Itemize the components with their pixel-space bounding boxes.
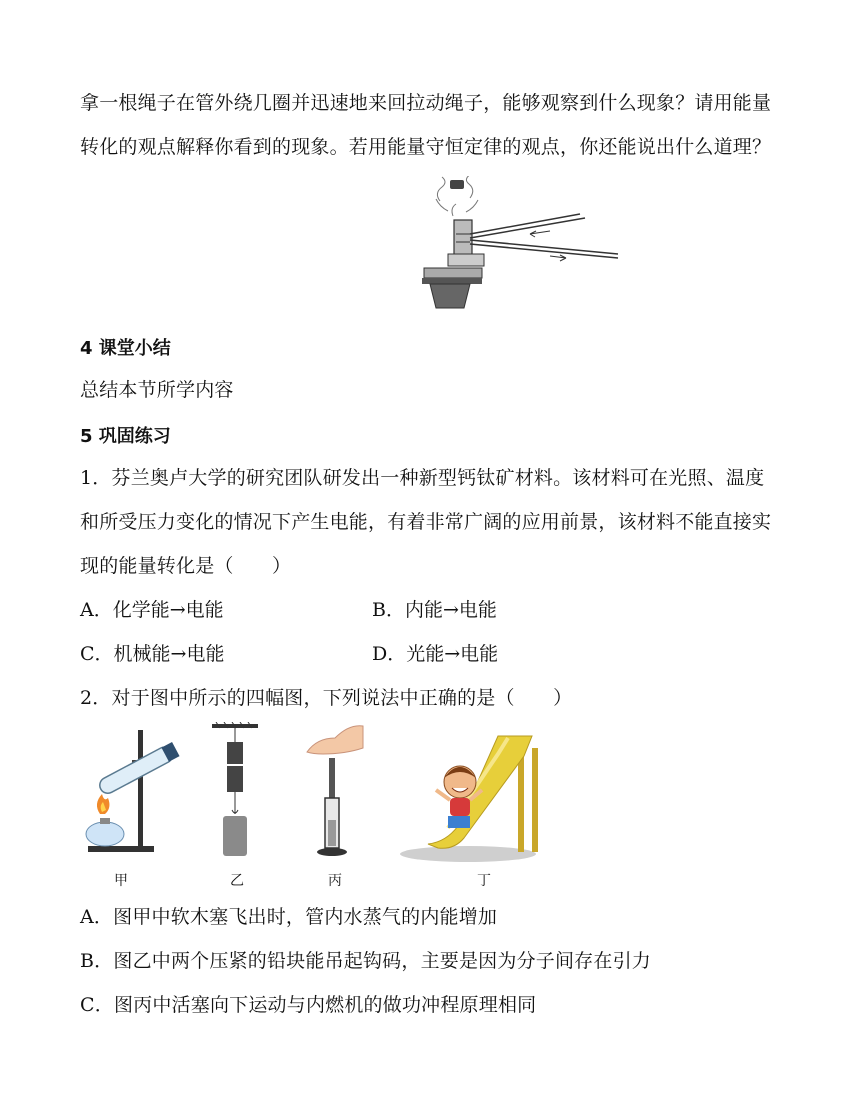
intro-line-2: 转化的观点解释你看到的现象。若用能量守恒定律的观点，你还能说出什么道理？ (80, 136, 772, 158)
q1-line-2: 和所受压力变化的情况下产生电能，有着非常广阔的应用前景，该材料不能直接实 (80, 511, 772, 533)
section5-heading: 5 巩固练习 (80, 426, 171, 447)
figure-bing-piston (303, 724, 368, 859)
section4-body: 总结本节所学内容 (80, 379, 234, 401)
q2-option-b: B．图乙中两个压紧的铅块能吊起钩码，主要是因为分子间存在引力 (80, 950, 651, 972)
q1-line-1: 1．芬兰奥卢大学的研究团队研发出一种新型钙钛矿材料。该材料可在光照、温度 (80, 467, 765, 489)
figure-jia-test-tube (80, 722, 190, 857)
q1-option-b: B．内能→电能 (372, 599, 497, 621)
q1-option-a: A．化学能→电能 (80, 599, 224, 621)
intro-line-1: 拿一根绳子在管外绕几圈并迅速地来回拉动绳子，能够观察到什么现象？请用能量 (80, 92, 772, 114)
figure-ding-slide (398, 732, 560, 862)
q2-option-a: A．图甲中软木塞飞出时，管内水蒸气的内能增加 (80, 906, 498, 928)
figure-yi-lead-blocks (208, 722, 263, 862)
caption-yi: 乙 (230, 873, 244, 889)
q1-option-d: D．光能→电能 (372, 643, 499, 665)
tube-rope-figure (420, 176, 625, 311)
q1-line-3: 现的能量转化是（ ） (80, 555, 292, 577)
q2-stem: 2．对于图中所示的四幅图，下列说法中正确的是（ ） (80, 687, 573, 709)
q1-option-c: C．机械能→电能 (80, 643, 225, 665)
q2-option-c: C．图丙中活塞向下运动与内燃机的做功冲程原理相同 (80, 994, 537, 1016)
section4-heading: 4 课堂小结 (80, 338, 171, 359)
caption-bing: 丙 (328, 873, 342, 889)
caption-ding: 丁 (477, 873, 491, 889)
caption-jia: 甲 (114, 873, 128, 889)
